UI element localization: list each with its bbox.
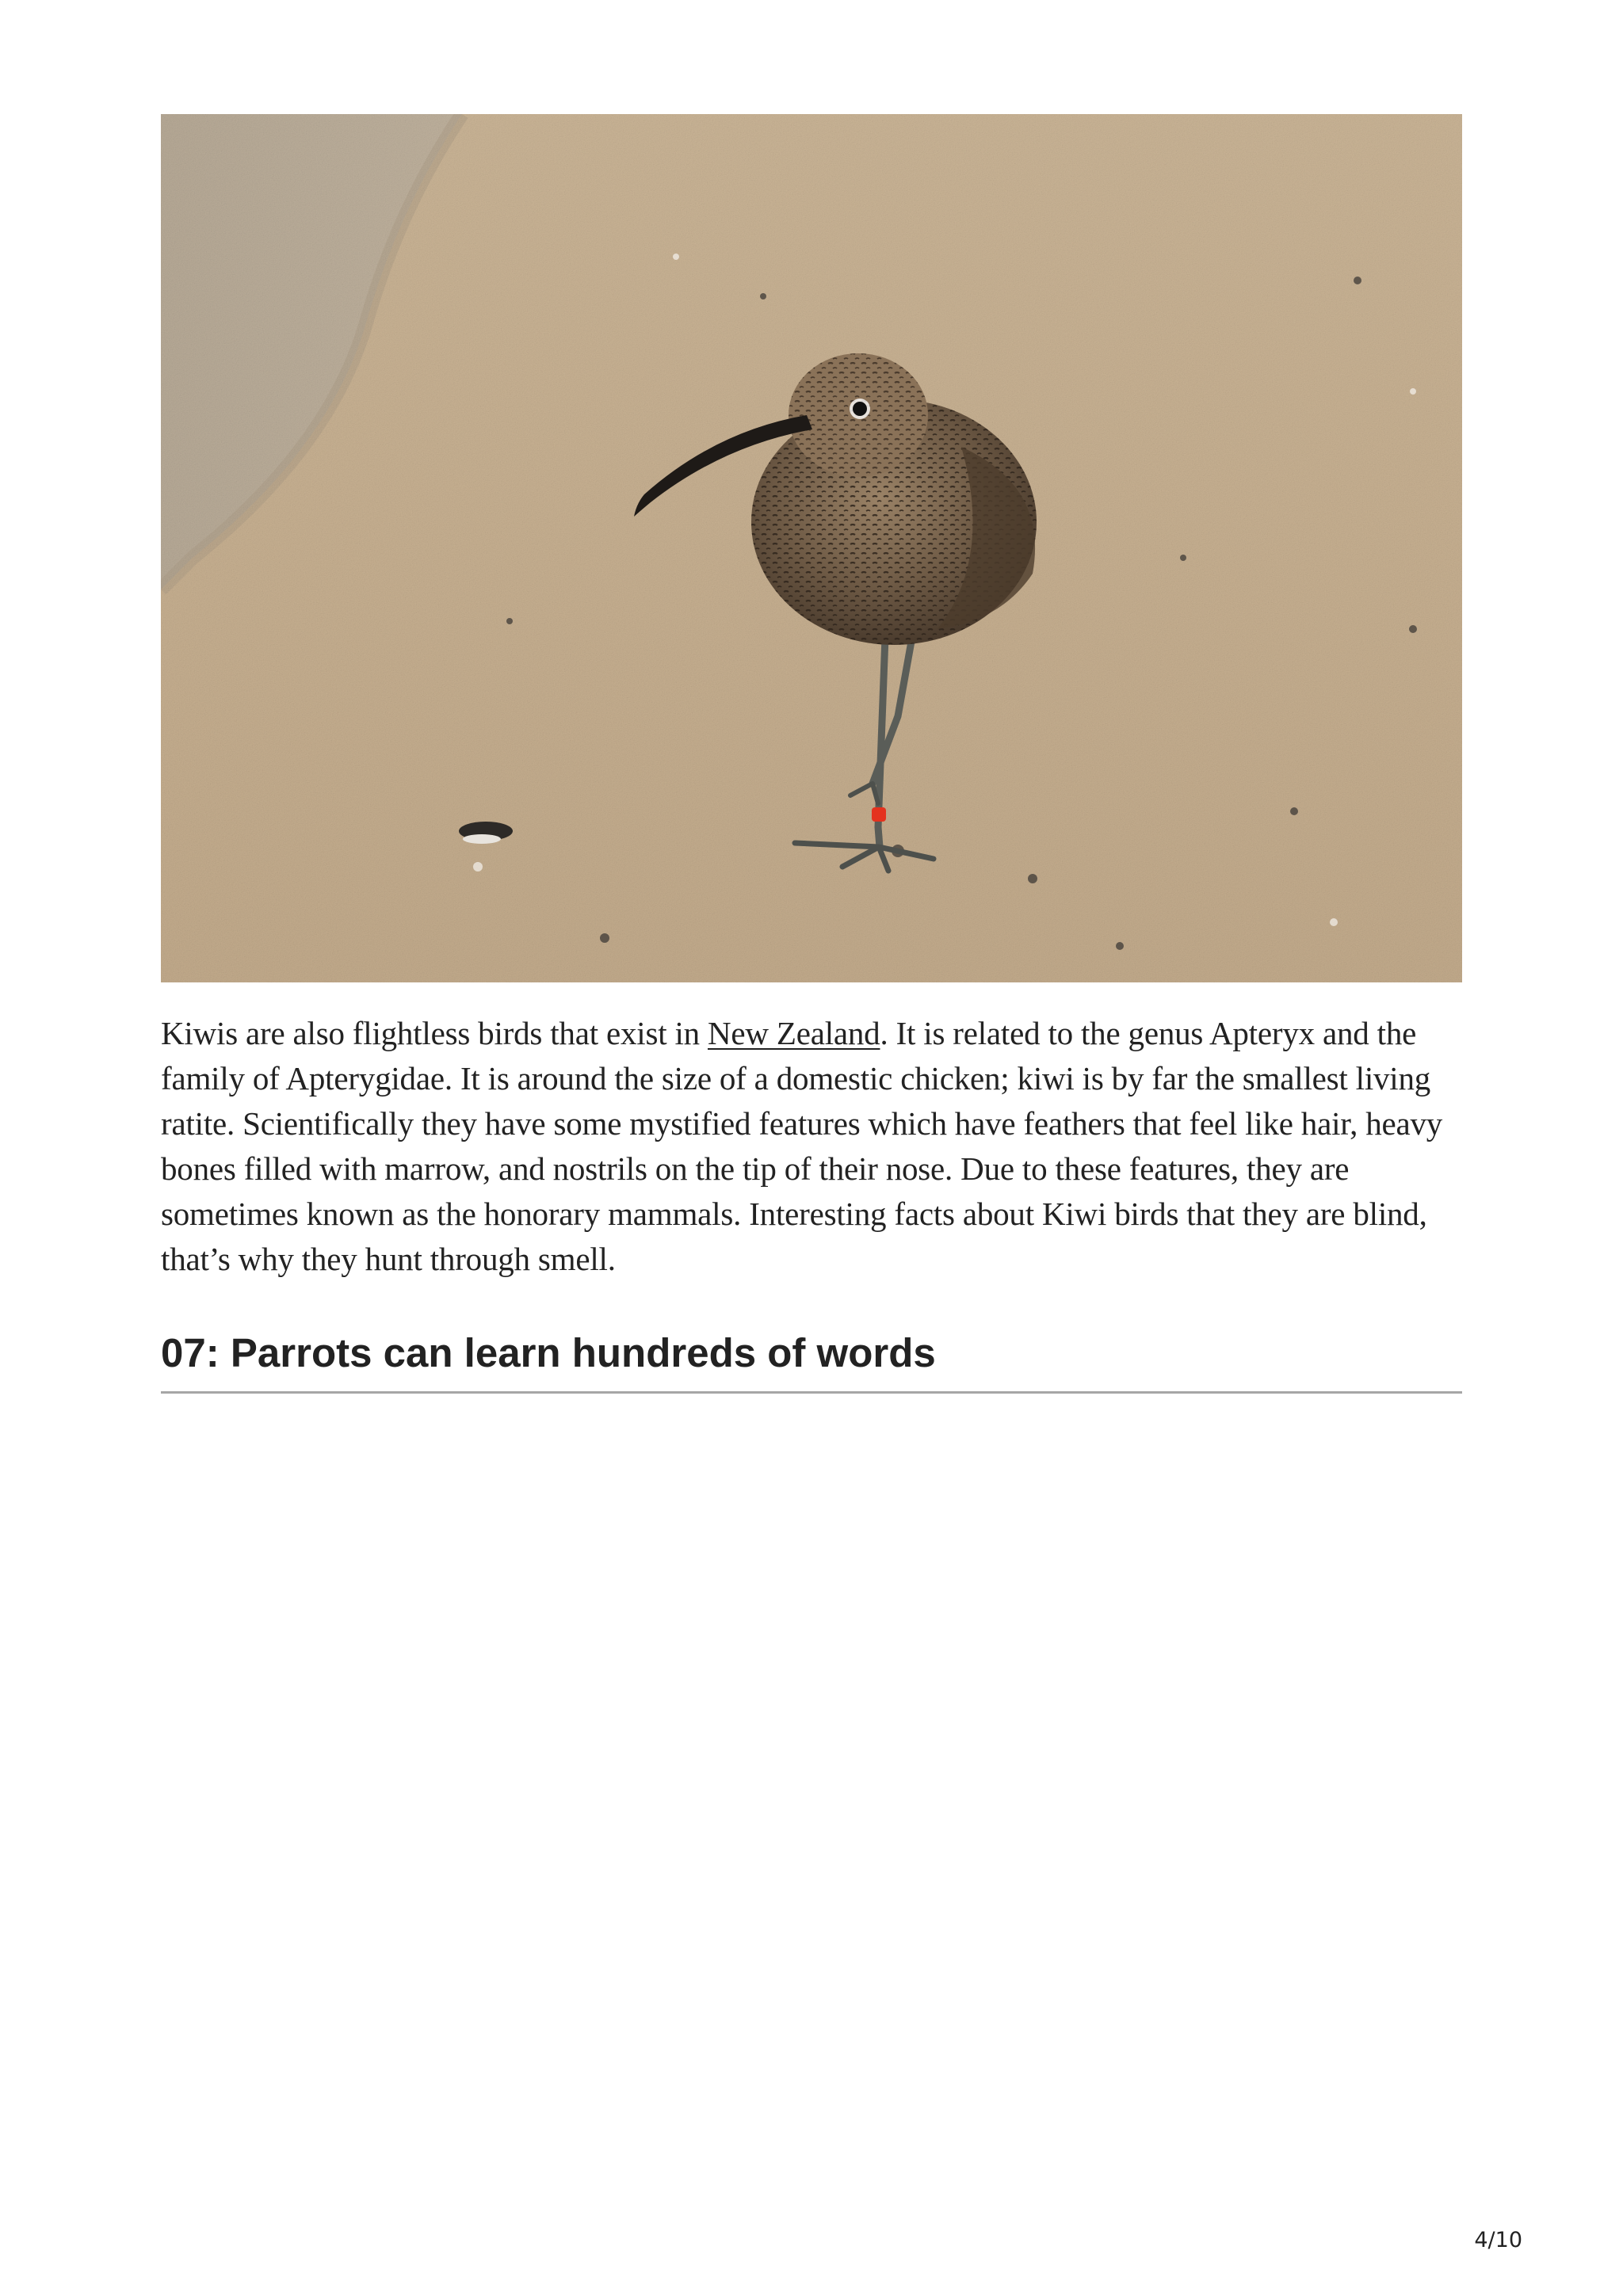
section-heading: 07: Parrots can learn hundreds of words	[161, 1328, 1462, 1394]
curlew-photo	[161, 114, 1462, 982]
paragraph-text-end: . It is related to the genus Apteryx and the family of Apterygidae. It is around the size of a domestic chicken; kiwi is by far the smallest living ratite. Scientifically they have some mystified features which have feathers that feel like hair, heavy bones filled with marrow, and nostrils on the tip of their nose. Due to these features, they are sometimes known as the honorary mammals. Interesting facts about Kiwi birds that they are blind, that’s why they hunt through smell.	[161, 1015, 1443, 1277]
page-number: 4/10	[1474, 2228, 1522, 2252]
article-paragraph	[161, 1011, 1468, 1282]
new-zealand-link[interactable]: New Zealand	[707, 1015, 880, 1051]
paragraph-text-start: Kiwis are also flightless birds that exist in	[161, 1015, 708, 1051]
